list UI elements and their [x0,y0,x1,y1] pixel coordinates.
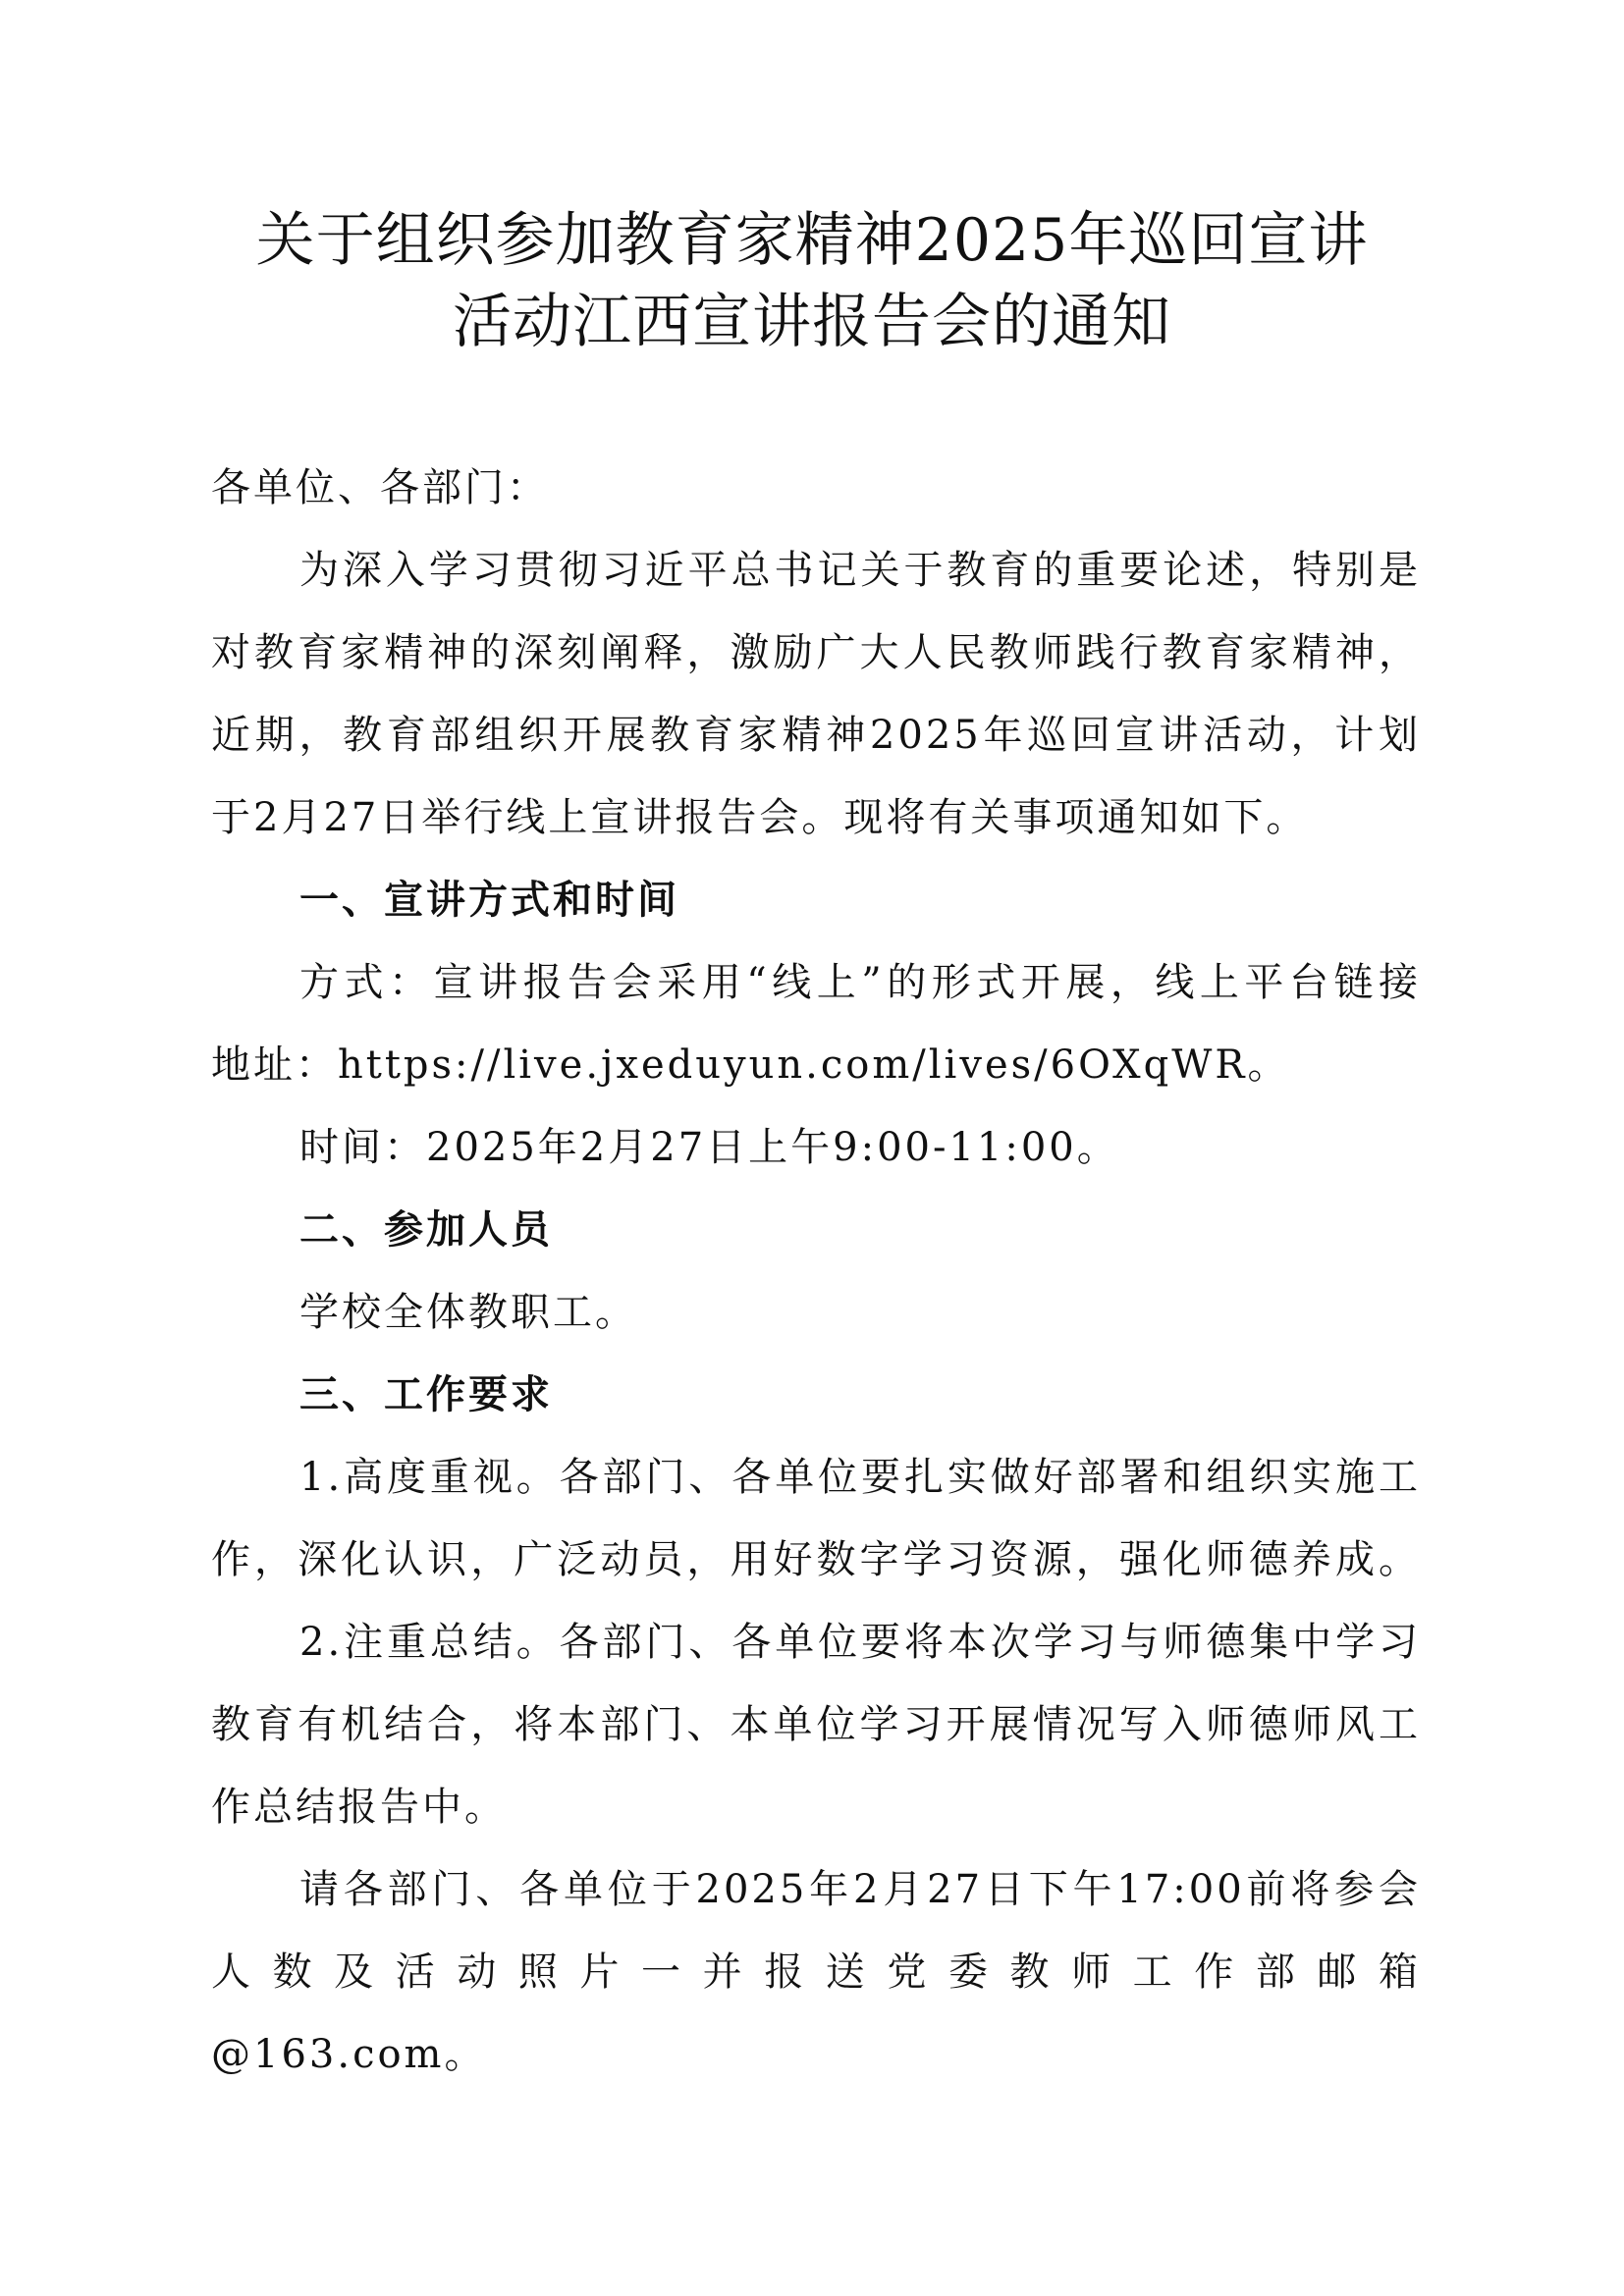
intro-line: 对教育家精神的深刻阐释，激励广大人民教师践行教育家精神， [211,630,1421,675]
method-line: 地址：https://live.jxeduyun.com/lives/6OXqWR。 [211,1042,1290,1088]
method-line: 方式：宣讲报告会采用“线上”的形式开展，线上平台链接 [299,960,1421,1005]
document-body [211,447,1421,2096]
document-title-line-1: 关于组织参加教育家精神2025年巡回宣讲 [255,206,1369,275]
intro-line: 为深入学习贯彻习近平总书记关于教育的重要论述，特别是 [299,548,1421,593]
intro-paragraph [211,529,1421,859]
intro-line: 于2月27日举行线上宣讲报告会。现将有关事项通知如下。 [211,795,1309,840]
requirement-2 [211,1601,1421,1848]
requirement-line: 2.注重总结。各部门、各单位要将本次学习与师德集中学习 [299,1620,1421,1665]
intro-line: 近期，教育部组织开展教育家精神2025年巡回宣讲活动，计划 [211,713,1421,758]
section-1-time: 时间：2025年2月27日上午9:00-11:00。 [299,1125,1119,1170]
closing-line: 请各部门、各单位于2025年2月27日下午17:00前将参会 [299,1867,1421,1912]
closing-line: 人数及活动照片一并报送党委教师工作部邮箱 [211,1949,1421,1995]
section-2-text: 学校全体教职工。 [299,1290,637,1335]
document-title-line-2: 活动江西宣讲报告会的通知 [453,288,1171,356]
requirement-line: 教育有机结合，将本部门、本单位学习开展情况写入师德师风工 [211,1702,1421,1747]
requirement-line: 作总结报告中。 [211,1785,507,1830]
requirement-line: 1.高度重视。各部门、各单位要扎实做好部署和组织实施工 [299,1455,1421,1500]
closing-line: @163.com。 [211,2032,487,2077]
section-1-method [211,941,1421,1106]
salutation: 各单位、各部门： [211,465,549,510]
section-3-heading: 三、工作要求 [299,1372,553,1417]
section-1-heading: 一、宣讲方式和时间 [299,878,679,923]
requirement-1 [211,1436,1421,1601]
requirement-line: 作，深化认识，广泛动员，用好数字学习资源，强化师德养成。 [211,1537,1421,1582]
section-2-heading: 二、参加人员 [299,1207,553,1253]
closing-paragraph [211,1848,1421,2096]
